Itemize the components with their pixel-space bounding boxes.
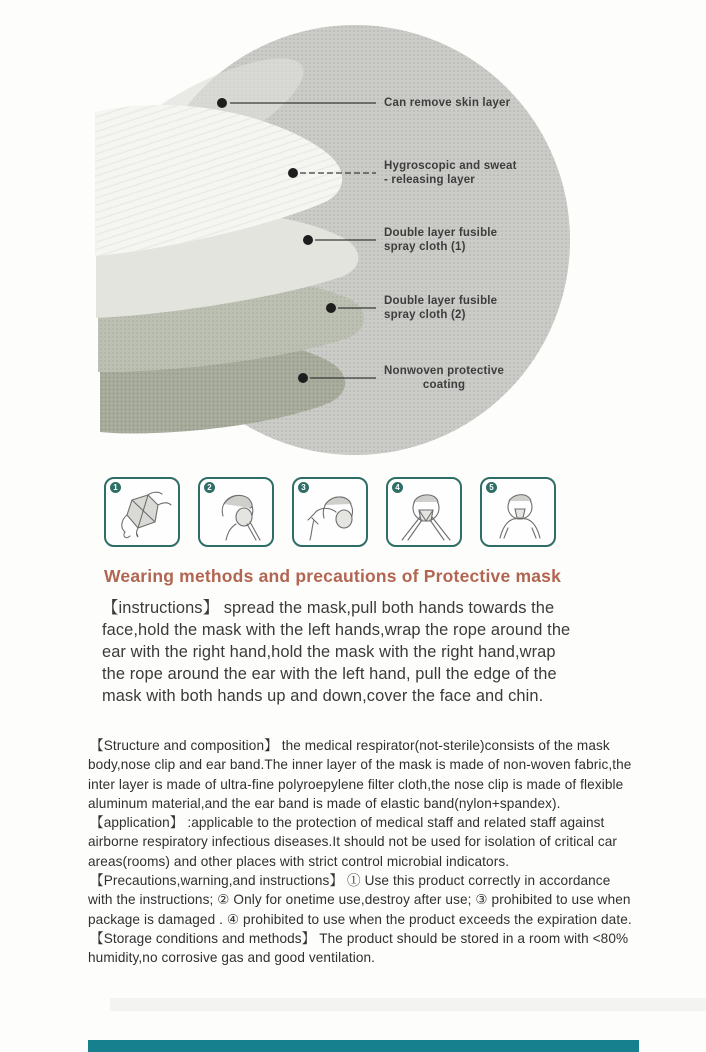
storage-bracket-tag: 【Storage conditions and methods】: [90, 930, 316, 946]
step-1-number-badge: 1: [110, 482, 121, 493]
step-5-fit-check-icon: [488, 490, 552, 544]
callout-lines: [0, 0, 706, 470]
step-1-unfold-mask-icon: [112, 490, 176, 544]
callout-skin-layer-text: Can remove skin layer: [384, 97, 511, 109]
step-5-number-badge: 5: [486, 482, 497, 493]
structure-bracket-tag: 【Structure and composition】: [90, 738, 278, 753]
structure-text: the medical respirator(not-sterile)consists of the mask body,nose clip and ear band.The inner layer of the mask is made of non-woven fabric,the inter layer is made of ultra-fine polyroepylene filter cloth,the nose clip is made of flexible aluminum material,and the ear band is made of elastic band(nylon+spandex).: [88, 738, 632, 811]
faint-scan-band: [110, 998, 706, 1011]
step-panel-5: [480, 477, 556, 547]
mask-layers-diagram: [0, 0, 706, 470]
precautions-text: ① Use this product correctly in accordance with the instructions; ② Only for onetime use,destroy after use; ③ prohibited to use when package is damaged . ④ prohibited to use when the product exceeds the expiration date.: [88, 873, 632, 927]
structure-paragraph: [88, 736, 638, 813]
step-panel-3: [292, 477, 368, 547]
step-2-number-badge: 2: [204, 482, 215, 493]
instructions-text: spread the mask,pull both hands towards the face,hold the mask with the left hands,wrap the rope around the ear with the right hand,hold the mask with the right hand,wrap the rope around the ear with the left hand, pull the edge of the mask with both hands up and down,cover the face and chin.: [102, 599, 571, 705]
step-4-number-badge: 4: [392, 482, 403, 493]
step-panel-2: [198, 477, 274, 547]
wearing-instructions-paragraph: [102, 597, 580, 707]
callout-skin-layer: [384, 96, 510, 110]
application-text: :applicable to the protection of medical staff and related staff against airborne respiratory infectious diseases.It should not be used for isolation of critical car areas(rooms) and other places with strict control microbial indicators.: [88, 815, 618, 869]
precautions-bracket-tag: 【Precautions,warning,and instructions】: [90, 873, 344, 889]
step-panel-4: [386, 477, 462, 547]
callout-nonwoven-coating: Nonwoven protective coating: [384, 365, 505, 391]
step-3-number-badge: 3: [298, 482, 309, 493]
storage-paragraph: [88, 929, 638, 968]
instructions-bracket-tag: 【instructions】: [102, 599, 220, 617]
callout-hygroscopic-layer: Hygroscopic and sweat - releasing layer: [384, 160, 517, 186]
product-details-block: [88, 736, 638, 968]
storage-text: The product should be stored in a room with <80% humidity,no corrosive gas and good ventilation.: [88, 930, 629, 966]
step-4-wrap-strap-icon: [394, 490, 458, 544]
bottom-accent-bar: [88, 1040, 639, 1052]
wearing-steps-row: [0, 477, 706, 549]
step-2-hold-mask-icon: [206, 490, 270, 544]
callout-spray-cloth-1: Double layer fusible spray cloth (1): [384, 227, 498, 253]
step-3-strap-over-ear-icon: [300, 490, 364, 544]
step-panel-1: [104, 477, 180, 547]
application-paragraph: [88, 813, 638, 871]
precautions-paragraph: [88, 871, 638, 929]
application-bracket-tag: 【application】: [90, 815, 184, 831]
callout-spray-cloth-2: Double layer fusible spray cloth (2): [384, 295, 498, 321]
page-title: Wearing methods and precautions of Protective mask: [104, 566, 562, 586]
